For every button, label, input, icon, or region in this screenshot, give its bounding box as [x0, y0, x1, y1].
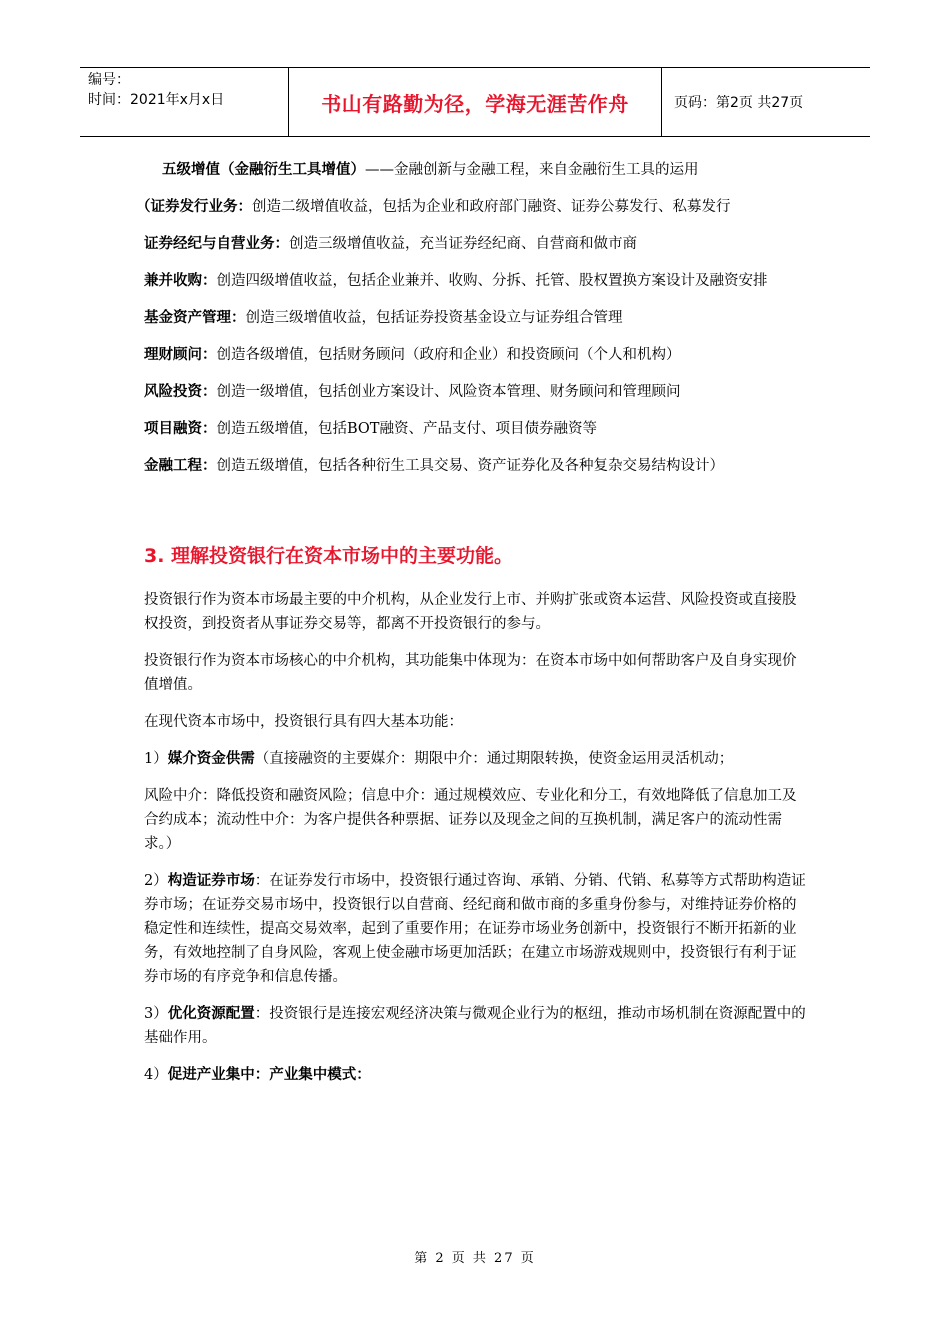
paragraph-advisory: 理财顾问：创造各级增值，包括财务顾问（政府和企业）和投资顾问（个人和机构） — [144, 347, 681, 363]
paragraph-venture-capital: 风险投资：创造一级增值，包括创业方案设计、风险资本管理、财务顾问和管理顾问 — [144, 384, 681, 400]
time-label: 时间：2021年x月x日 — [88, 92, 225, 108]
page-footer: 第 2 页 共 27 页 — [414, 1251, 536, 1266]
function-4: 4）促进产业集中：产业集中模式： — [144, 1067, 371, 1083]
page-header — [80, 67, 870, 137]
paragraph-financial-engineering: 金融工程：创造五级增值，包括各种衍生工具交易、资产证券化及各种复杂交易结构设计） — [144, 458, 724, 474]
header-motto: 书山有路勤为径，学海无涯苦作舟 — [289, 68, 662, 136]
paragraph-fund-management: 基金资产管理：创造三级增值收益，包括证券投资基金设立与证券组合管理 — [144, 310, 623, 326]
number-label: 编号： — [88, 72, 130, 88]
section-paragraph-2: 投资银行作为资本市场核心的中介机构，其功能集中体现为：在资本市场中如何帮助客户及自身实现价值增值。 — [144, 653, 797, 693]
function-1: 1）媒介资金供需（直接融资的主要媒介：期限中介：通过期限转换，使资金运用灵活机动； — [144, 751, 734, 767]
header-meta — [80, 68, 289, 136]
header-page-number: 页码：第2页 共27页 — [674, 95, 804, 111]
function-3: 3）优化资源配置：投资银行是连接宏观经济决策与微观企业行为的枢纽，推动市场机制在资源配置中的基础作用。 — [144, 1006, 806, 1046]
paragraph-brokerage: 证券经纪与自营业务：创造三级增值收益，充当证券经纪商、自营商和做市商 — [144, 236, 637, 252]
paragraph-mna: 兼并收购：创造四级增值收益，包括企业兼并、收购、分拆、托管、股权置换方案设计及融资安排 — [144, 273, 768, 289]
paragraph-project-finance: 项目融资：创造五级增值，包括BOT融资、产品支付、项目债券融资等 — [144, 421, 597, 437]
paragraph-securities-issuance: （证券发行业务：创造二级增值收益，包括为企业和政府部门融资、证券公募发行、私募发行 — [136, 199, 731, 215]
section-paragraph-1: 投资银行作为资本市场最主要的中介机构，从企业发行上市、并购扩张或资本运营、风险投资或直接股权投资，到投资者从事证券交易等，都离不开投资银行的参与。 — [144, 592, 797, 632]
section-heading: 3. 理解投资银行在资本市场中的主要功能。 — [144, 545, 514, 567]
function-2: 2）构造证券市场：在证券发行市场中，投资银行通过咨询、承销、分销、代销、私募等方式帮助构造证券市场；在证券交易市场中，投资银行以自营商、经纪商和做市商的多重身份参与，对维持证券价格的稳定性和连续性，提高交易效率，起到了重要作用；在证券市场业务创新中，投资银行不断开拓新的业务，有效地控制了自身风险，客观上使金融市场更加活跃；在建立市场游戏规则中，投资银行有利于证券市场的有序竞争和信息传播。 — [144, 873, 806, 985]
section-paragraph-3: 在现代资本市场中，投资银行具有四大基本功能： — [144, 714, 463, 730]
function-1-continued: 风险中介：降低投资和融资风险；信息中介：通过规模效应、专业化和分工，有效地降低了信息加工及合约成本；流动性中介：为客户提供各种票据、证券以及现金之间的互换机制，满足客户的流动性需求。） — [144, 788, 797, 852]
document-body — [136, 158, 806, 1100]
paragraph-five-level: 五级增值（金融衍生工具增值）——金融创新与金融工程，来自金融衍生工具的运用 — [162, 162, 699, 178]
